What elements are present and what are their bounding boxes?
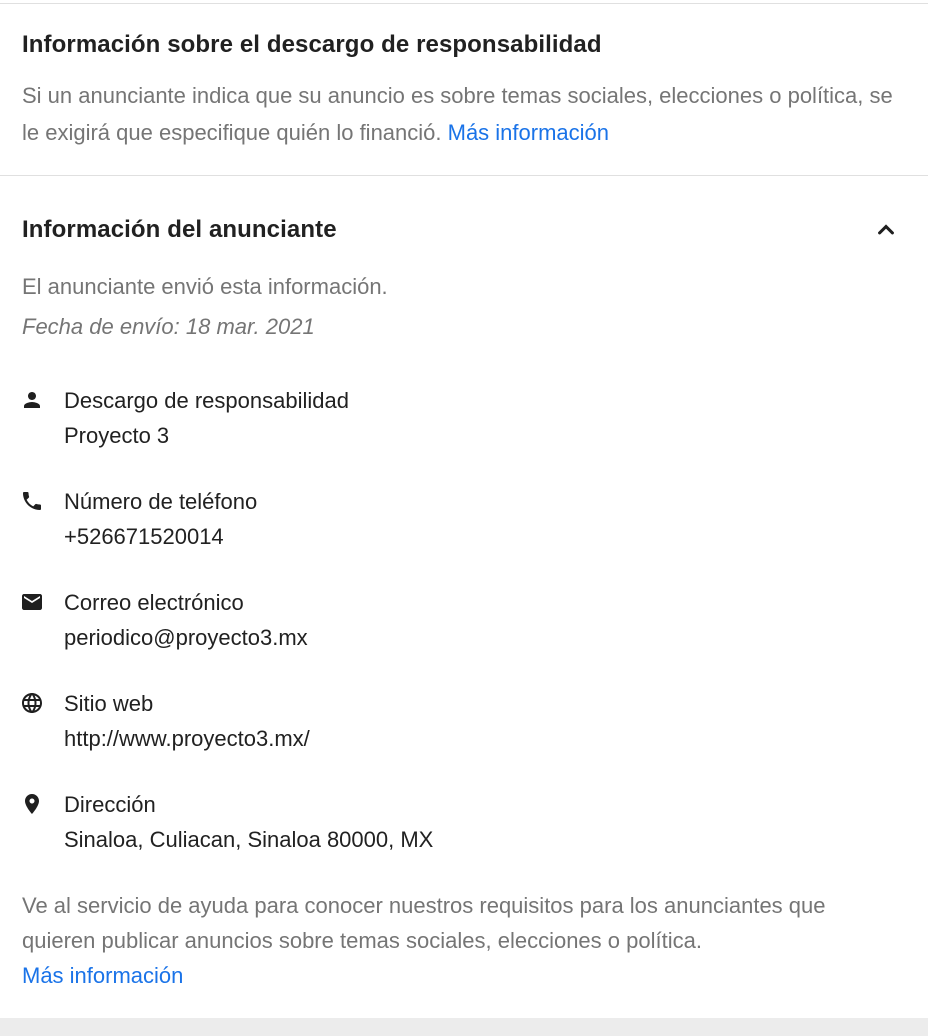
disclaimer-body-text: Si un anunciante indica que su anuncio es sobre temas sociales, elecciones o política, se le exigirá que especifique quién lo financió. <box>22 83 893 145</box>
field-text <box>64 383 349 453</box>
submission-date: Fecha de envío: 18 mar. 2021 <box>22 314 315 339</box>
field-label: Descargo de responsabilidad <box>64 388 349 413</box>
field-phone <box>22 484 906 554</box>
advertiser-requirements-text: Ve al servicio de ayuda para conocer nuestros requisitos para los anunciantes que quieren publicar anuncios sobre temas sociales, elecciones o política. <box>22 893 826 953</box>
field-text <box>64 686 310 756</box>
disclaimer-section-body <box>22 77 902 151</box>
collapse-section-button[interactable] <box>872 216 900 244</box>
field-value: Proyecto 3 <box>64 423 170 448</box>
field-disclaimer <box>22 383 906 453</box>
location-pin-icon <box>20 792 44 816</box>
field-value: http://www.proyecto3.mx/ <box>64 726 310 751</box>
footer-learn-more-link[interactable]: Más información <box>22 963 184 988</box>
disclaimer-section-title: Información sobre el descargo de responsabilidad <box>22 31 602 58</box>
advertiser-info-section <box>0 176 928 993</box>
phone-icon <box>20 489 44 513</box>
globe-icon <box>20 691 44 715</box>
field-label: Sitio web <box>64 691 154 716</box>
field-email <box>22 585 906 655</box>
person-icon <box>20 388 44 412</box>
field-label: Correo electrónico <box>64 590 244 615</box>
disclaimer-learn-more-link[interactable]: Más información <box>447 120 610 145</box>
field-text <box>64 787 433 857</box>
field-value: periodico@proyecto3.mx <box>64 625 308 650</box>
field-text <box>64 585 308 655</box>
bottom-gray-bar <box>0 1018 928 1036</box>
field-text <box>64 484 257 554</box>
advertiser-field-list <box>22 383 906 857</box>
advertiser-requirements-note <box>22 888 902 993</box>
disclaimer-info-section <box>0 4 928 175</box>
field-address <box>22 787 906 857</box>
chevron-up-icon <box>872 232 900 247</box>
field-website <box>22 686 906 756</box>
advertiser-section-header <box>22 214 906 246</box>
advertiser-section-title: Información del anunciante <box>22 216 337 243</box>
email-icon <box>20 590 44 614</box>
field-value: Sinaloa, Culiacan, Sinaloa 80000, MX <box>64 827 434 852</box>
field-label: Dirección <box>64 792 156 817</box>
advertiser-subtitle: El anunciante envió esta información. <box>22 274 388 299</box>
field-value: +526671520014 <box>64 524 224 549</box>
field-label: Número de teléfono <box>64 489 258 514</box>
